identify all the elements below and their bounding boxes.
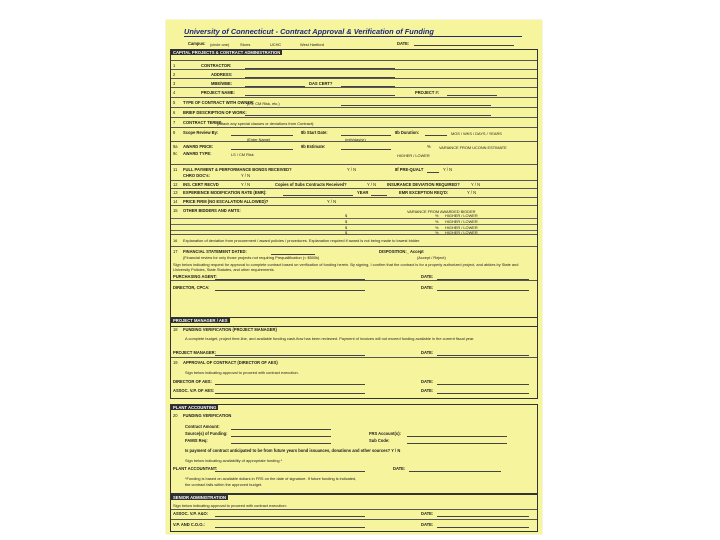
contract-type-label: TYPE OF CONTRACT WITH OWNER: (183, 100, 255, 105)
campus-label: Campus: (188, 41, 206, 46)
assoc-aes-date-label: DATE: (421, 388, 434, 393)
emr-exception-yn[interactable]: Y / N (467, 190, 477, 195)
bidder-2-dollar: $ (345, 219, 348, 224)
aes-date-label: DATE: (421, 379, 434, 384)
assoc-vp-label: ASSOC. V.P. A&O: (173, 511, 209, 516)
director-cpca-field[interactable] (215, 290, 365, 291)
variance-label: VARIANCE FROM UCONN ESTIMATE (439, 145, 507, 150)
famis-field[interactable] (231, 443, 331, 444)
aes-date-field[interactable] (437, 384, 529, 385)
chro-label: CHRO DOC's: (183, 173, 210, 178)
subs-contracts-label: Copies of Subs Contracts Received? (275, 182, 347, 187)
form-page (166, 20, 542, 534)
funding-note-2: the contract falls within the approved budget. (185, 482, 263, 487)
title-underline (184, 36, 522, 37)
row-divider (171, 246, 537, 247)
row-2-num: 2 (173, 72, 176, 77)
disposition-hint: (Accept / Reject) (417, 255, 446, 260)
description-label: BRIEF DESCRIPTION OF WORK: (183, 110, 247, 115)
funding-verification-pm-text: A complete budget, project time-line, and available funding cash-flow has been reviewed. Payment of invoices will not exceed funding available in the current fiscal year. (185, 336, 475, 341)
row-divider (171, 97, 537, 98)
start-date-label: 8b Start Date: (301, 130, 328, 135)
bidder-1-pct: % (435, 213, 439, 218)
price-firm-yn[interactable]: Y / N (327, 199, 337, 204)
bidder-line (171, 218, 537, 219)
assoc-vp-field[interactable] (215, 516, 365, 517)
estimate-label: 9b Estimate: (301, 144, 326, 149)
source-funding-label: Source(s) of Funding: (185, 431, 228, 436)
contract-terms-hint: (Attach any special clauses or deviations from Contract): (217, 121, 315, 126)
mbe-wbe-label: MBE/WBE: (211, 81, 233, 86)
prequal-field[interactable] (427, 172, 439, 173)
award-price-field[interactable] (231, 149, 293, 150)
senior-admin-section (170, 494, 538, 532)
future-years-question[interactable]: Is payment of contract anticipated to be from future years bond issuances, donations and other sources? Y / N (185, 448, 401, 453)
emr-field[interactable] (283, 195, 353, 196)
campus-uchc[interactable]: UCHC (270, 42, 282, 47)
prequal-label: 8f PRE-QUALT (395, 167, 424, 172)
capital-header: CAPITAL PROJECTS & CONTRACT ADMINISTRATION (173, 50, 281, 55)
senior-admin-text: Sign below indicating approval to proceed with contract execution: (173, 503, 287, 508)
plant-accountant-field[interactable] (215, 471, 365, 472)
plant-accountant-label: PLANT ACCOUNTANT: (173, 466, 218, 471)
bidder-2-pct: % (435, 219, 439, 224)
contractor-field[interactable] (245, 68, 395, 69)
bidder-4-dollar: $ (345, 230, 348, 235)
row-3-num: 3 (173, 81, 176, 86)
address-label: ADDRESS: (211, 72, 233, 77)
project-name-field[interactable] (245, 95, 395, 96)
capital-section (170, 49, 538, 327)
ins-deviation-label: INSURANCE DEVIATION REQUIRED? (387, 182, 460, 187)
row-divider (171, 280, 537, 281)
contract-terms-label: CONTRACT TERMS (183, 120, 222, 125)
scope-review-label: Scope Review By: (183, 130, 219, 135)
source-funding-field[interactable] (231, 436, 331, 437)
row-divider (171, 234, 537, 235)
plant-date-field[interactable] (409, 471, 501, 472)
row-12-num: 12 (173, 182, 178, 187)
pm-aes-section (170, 317, 538, 399)
price-firm-label: PRICE FIRM (NO ESCALATION ALLOWED)? (183, 199, 269, 204)
scope-review-hint: (Enter Name) (247, 137, 271, 142)
bidder-3-dollar: $ (345, 225, 348, 230)
row-1-num: 1 (173, 63, 176, 68)
address-field[interactable] (245, 77, 395, 78)
row-14-num: 14 (173, 199, 178, 204)
variance-pct: % (427, 144, 431, 149)
pm-date-field[interactable] (437, 355, 529, 356)
row-divider (171, 107, 537, 108)
assoc-aes-field[interactable] (215, 393, 365, 394)
start-date-field[interactable] (341, 135, 391, 136)
campus-hint: (circle one) (210, 42, 230, 47)
bidder-variance-label: VARIANCE FROM AWARDED BIDDER (407, 209, 476, 214)
project-manager-field[interactable] (215, 355, 365, 356)
duration-field[interactable] (425, 135, 447, 136)
sign-certification-text: Sign below indicating request for approval to complete contract based on verification of funding herein. By signing, I confirm that the contract is for a properly authorized project, and abides by State and University Policies, State Statutes, and other requirements. (173, 262, 519, 272)
row-17-num: 17 (173, 249, 178, 254)
prequal-yn[interactable]: Y / N (443, 167, 453, 172)
bidder-2-hl[interactable]: HIGHER / LOWER (445, 219, 478, 224)
chro-yn[interactable]: Y / N (241, 173, 251, 178)
bidder-3-hl[interactable]: HIGHER / LOWER (445, 225, 478, 230)
pm-aes-header: PROJECT MANAGER / AES (173, 318, 228, 323)
bidder-4-hl[interactable]: HIGHER / LOWER (445, 230, 478, 235)
bidder-1-dollar: $ (345, 213, 348, 218)
start-date-hint: (mth/day/yr) (345, 137, 366, 142)
funding-verification-label: FUNDING VERIFICATION (183, 413, 232, 418)
row-8-num: 8 (173, 130, 176, 135)
emr-exception-label: EMR EXCEPTION REQ'D: (399, 190, 449, 195)
row-15-num: 15 (173, 208, 178, 213)
award-type-label: AWARD TYPE: (183, 151, 212, 156)
disposition-label[interactable]: DISPOSITION:_ Accept (379, 249, 424, 254)
row-divider (171, 197, 537, 198)
assoc-vp-date-label: DATE: (421, 511, 434, 516)
funding-verification-pm-label: FUNDING VERIFICATION (PROJECT MANAGER) (183, 327, 277, 332)
campus-west-hartford[interactable]: West Hartford (300, 42, 324, 47)
senior-admin-header: SENIOR ADMINISTRATION (173, 495, 227, 500)
director-cpca-label: DIRECTOR, CPCA: (173, 285, 210, 290)
frs-account-field[interactable] (407, 436, 507, 437)
bidder-line (171, 224, 537, 225)
purchasing-agent-field[interactable] (215, 279, 365, 280)
row-9c-num: 9c (173, 151, 178, 156)
availability-text: Sign below indicating availability of appropriate funding * (185, 458, 283, 463)
contract-amount-label: Contract Amount: (185, 424, 220, 429)
ins-cert-yn[interactable]: Y / N (241, 182, 251, 187)
form-title: University of Connecticut - Contract Approval & Verification of Funding (184, 27, 434, 36)
contract-type-field[interactable] (341, 105, 491, 106)
estimate-field[interactable] (341, 149, 391, 150)
award-type-hint: LS / CM Risk (231, 152, 254, 157)
row-divider (171, 78, 537, 79)
row-divider (171, 180, 537, 181)
purchasing-date-field[interactable] (437, 279, 529, 280)
contractor-label: CONTRACTOR: (201, 63, 232, 68)
project-manager-label: PROJECT MANAGER: (173, 350, 216, 355)
emr-year-label: YEAR (357, 190, 369, 195)
bidder-4-pct: % (435, 230, 439, 235)
row-divider (171, 188, 537, 189)
assoc-aes-date-field[interactable] (437, 393, 529, 394)
row-6-num: 6 (173, 110, 176, 115)
das-cert-field[interactable] (341, 86, 395, 87)
project-name-label: PROJECT NAME: (201, 90, 235, 95)
row-divider (171, 519, 537, 520)
row-4-num: 4 (173, 90, 176, 95)
assoc-vp-date-field[interactable] (437, 516, 529, 517)
emr-year-field[interactable] (371, 195, 387, 196)
row-16-num: 16 (173, 238, 178, 243)
duration-hint: MOS / WKS / DAYS / YEARS (451, 131, 502, 136)
duration-label: 8b Duration: (395, 130, 420, 135)
director-aes-field[interactable] (215, 384, 365, 385)
plant-accounting-section (170, 404, 538, 494)
row-5-num: 5 (173, 100, 176, 105)
cpca-date-field[interactable] (437, 290, 529, 291)
bidder-line (171, 230, 537, 231)
ins-deviation-yn[interactable]: Y / N (471, 182, 481, 187)
financial-statement-label: FINANCIAL STATEMENT DATED: (183, 249, 247, 254)
campus-date-label: DATE: (397, 41, 410, 46)
das-cert-label: DAS CERT? (309, 81, 333, 86)
assoc-aes-label: ASSOC. V.P. OF AES: (173, 388, 215, 393)
subs-contracts-yn[interactable]: Y / N (367, 182, 377, 187)
row-divider (171, 117, 537, 118)
ins-cert-label: INS. CERT RECVD (183, 182, 219, 187)
director-aes-label: DIRECTOR OF AES: (173, 379, 212, 384)
row-9a-num: 9a (173, 144, 178, 149)
award-price-label: AWARD PRICE: (183, 144, 214, 149)
funding-note-1: *Funding is based on available dollars in FRS on the date of signature. If future funding is indicated, (185, 476, 357, 481)
scope-review-field[interactable] (231, 135, 293, 136)
campus-date-field[interactable] (414, 45, 514, 46)
row-18-num: 18 (173, 327, 178, 332)
pm-date-label: DATE: (421, 350, 434, 355)
row-11-num: 11 (173, 167, 178, 172)
row-divider (171, 164, 537, 165)
plant-date-label: DATE: (393, 466, 406, 471)
other-bidders-label: OTHER BIDDERS AND AMTS: (183, 208, 241, 213)
plant-accounting-header: PLANT ACCOUNTING (173, 405, 217, 410)
campus-storrs[interactable]: Storrs (240, 42, 251, 47)
row-13-num: 13 (173, 190, 178, 195)
row-19-num: 19 (173, 360, 178, 365)
purchasing-date-label: DATE: (421, 274, 434, 279)
vp-coo-field[interactable] (215, 527, 365, 528)
bidder-1-hl[interactable]: HIGHER / LOWER (445, 213, 478, 218)
project-number-label: PROJECT #: (415, 90, 440, 95)
row-divider (171, 357, 537, 358)
row-7-num: 7 (173, 120, 176, 125)
row-divider (171, 87, 537, 88)
frs-account-label: FRS Account(s): (369, 431, 401, 436)
bidder-3-pct: % (435, 225, 439, 230)
row-20-num: 20 (173, 413, 178, 418)
famis-label: FAMIS Req: (185, 438, 208, 443)
approval-aes-label: APPROVAL OF CONTRACT (DIRECTOR OF AES) (183, 360, 278, 365)
bonds-yn[interactable]: Y / N (347, 167, 357, 172)
emr-label: EXPERIENCE MODIFICATION RATE (EMR): (183, 190, 267, 195)
row-divider (171, 60, 537, 61)
vp-coo-date-field[interactable] (437, 527, 529, 528)
description-field[interactable] (245, 115, 491, 116)
deviation-explanation-label: Explanation of deviation from procurement / award policies / procedures. Explanation required if award is not being made to lowest bidder. (183, 238, 421, 243)
cpca-date-label: DATE: (421, 285, 434, 290)
sub-code-label: Sub Code: (369, 438, 390, 443)
mbe-wbe-field[interactable] (245, 86, 305, 87)
vp-coo-date-label: DATE: (421, 522, 434, 527)
row-divider (171, 509, 537, 510)
contract-type-hint: (LS, CM Risk, etc.) (247, 101, 280, 106)
sub-code-field[interactable] (407, 443, 507, 444)
contract-amount-field[interactable] (231, 429, 331, 430)
project-number-field[interactable] (447, 95, 497, 96)
financial-statement-hint: (Financial review for only those projects not requiring Prequalification (< $500k) (183, 255, 320, 260)
vp-coo-label: V.P. AND C.O.O.: (173, 522, 205, 527)
approval-aes-text: Sign below indicating approval to proceed with contract execution. (185, 370, 299, 375)
purchasing-agent-label: PURCHASING AGENT: (173, 274, 217, 279)
row-divider (171, 127, 537, 128)
variance-higher-lower[interactable]: HIGHER / LOWER (397, 153, 430, 158)
row-divider (171, 69, 537, 70)
bonds-label: FULL PAYMENT & PERFORMANCE BONDS RECEIVED? (183, 167, 292, 172)
row-divider (171, 205, 537, 206)
